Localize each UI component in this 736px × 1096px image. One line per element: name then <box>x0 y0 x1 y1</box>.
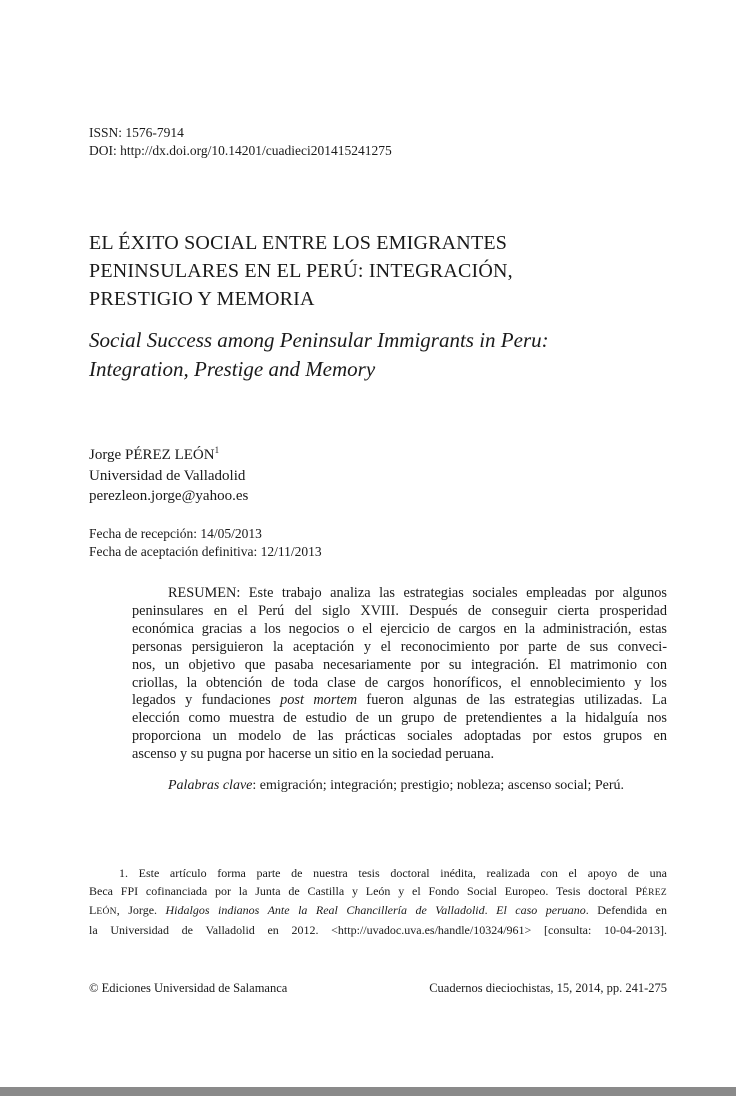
footnote-text: . <box>484 903 497 918</box>
title-english <box>89 326 549 384</box>
keywords <box>168 777 624 795</box>
footnote-line: la Universidad de Valladolid en 2012. <http://uvadoc.uva.es/handle/10324/961> [consulta: 10-04-2013]. <box>89 922 667 937</box>
footnote-text: Beca FPI cofinanciada por la Junta de Castilla y León y el Fondo Social Europeo. Tesis doctoral P <box>89 883 643 898</box>
keywords-label: Palabras clave <box>168 778 253 793</box>
viewer-bottom-bar <box>0 1087 736 1096</box>
author-name <box>89 440 248 466</box>
footnote-smallcaps: ÉREZ <box>642 887 667 898</box>
abstract-line: personas persiguieron la aceptación y el reconocimiento por parte de sus conveci- <box>132 638 667 655</box>
footnote-smallcaps: EÓN <box>96 907 117 918</box>
footer-publisher: © Ediciones Universidad de Salamanca <box>89 981 288 995</box>
title-english-line: Integration, Prestige and Memory <box>89 357 376 381</box>
author-info <box>89 440 248 507</box>
abstract-line: ascenso y su pugna por hacerse un sitio en la sociedad peruana. <box>132 746 495 763</box>
footnote-line <box>89 902 667 922</box>
abstract-line <box>132 692 667 710</box>
date-received: Fecha de recepción: 14/05/2013 <box>89 526 262 541</box>
abstract-text: fueron algunas de las estrategias utilizadas. La <box>357 692 667 709</box>
abstract-line: elección como muestra de estudio de un grupo de pretendientes a la hidalguía nos <box>132 710 667 727</box>
article-identifiers <box>89 124 392 160</box>
footnote-reference[interactable]: 1 <box>214 445 220 455</box>
submission-dates <box>89 525 322 561</box>
author-surname: PÉREZ LEÓN <box>124 447 215 463</box>
thesis-title: Hidalgos indianos Ante la Real Chancillería de Valladolid <box>165 903 485 918</box>
title-spanish <box>89 229 513 313</box>
keywords-list: : emigración; integración; prestigio; nobleza; ascenso social; Perú. <box>252 778 625 793</box>
author-given-name: Jorge <box>89 447 125 463</box>
date-accepted: Fecha de aceptación definitiva: 12/11/2013 <box>89 544 322 559</box>
abstract-line: nos, un objetivo que pasaba necesariamente por su integración. El matrimonio con <box>132 656 667 673</box>
footnote-line: 1. Este artículo forma parte de nuestra tesis doctoral inédita, realizada con el apoyo de una <box>119 866 667 880</box>
doi: DOI: http://dx.doi.org/10.14201/cuadieci201415241275 <box>89 143 392 158</box>
footnote-line <box>89 883 667 903</box>
thesis-subtitle: El caso peruano <box>496 903 586 918</box>
footnote-text: L <box>89 903 97 918</box>
issn: ISSN: 1576-7914 <box>89 125 184 140</box>
title-spanish-line: PENINSULARES EN EL PERÚ: INTEGRACIÓN, <box>89 260 513 282</box>
title-spanish-line: EL ÉXITO SOCIAL ENTRE LOS EMIGRANTES <box>89 232 508 254</box>
abstract-line: peninsulares en el Perú del siglo XVIII. Después de conseguir cierta prosperidad <box>132 602 667 619</box>
abstract-emphasis: post mortem <box>280 692 358 709</box>
abstract <box>132 585 667 764</box>
footnote-text: . Defendida en <box>585 903 668 918</box>
title-english-line: Social Success among Peninsular Immigrants in Peru: <box>89 328 549 352</box>
author-affiliation: Universidad de Valladolid <box>89 467 246 484</box>
abstract-text: legados y fundaciones <box>132 692 281 709</box>
abstract-line: económica gracias a los negocios o el ejercicio de cargos en la administración, estas <box>132 620 667 637</box>
author-email[interactable]: perezleon.jorge@yahoo.es <box>89 488 249 504</box>
title-spanish-line: PRESTIGIO Y MEMORIA <box>89 288 315 310</box>
footer-citation: Cuadernos dieciochistas, 15, 2014, pp. 241-275 <box>429 981 667 995</box>
footnote <box>89 865 667 939</box>
footnote-text: , Jorge. <box>116 903 166 918</box>
abstract-line: criollas, la obtención de toda clase de cargos honoríficos, el ennoblecimiento y los <box>132 674 667 691</box>
abstract-line: proporciona un modelo de las prácticas sociales adoptadas por estos grupos en <box>132 728 667 745</box>
abstract-line: RESUMEN: Este trabajo analiza las estrategias sociales empleadas por algunos <box>168 585 667 601</box>
